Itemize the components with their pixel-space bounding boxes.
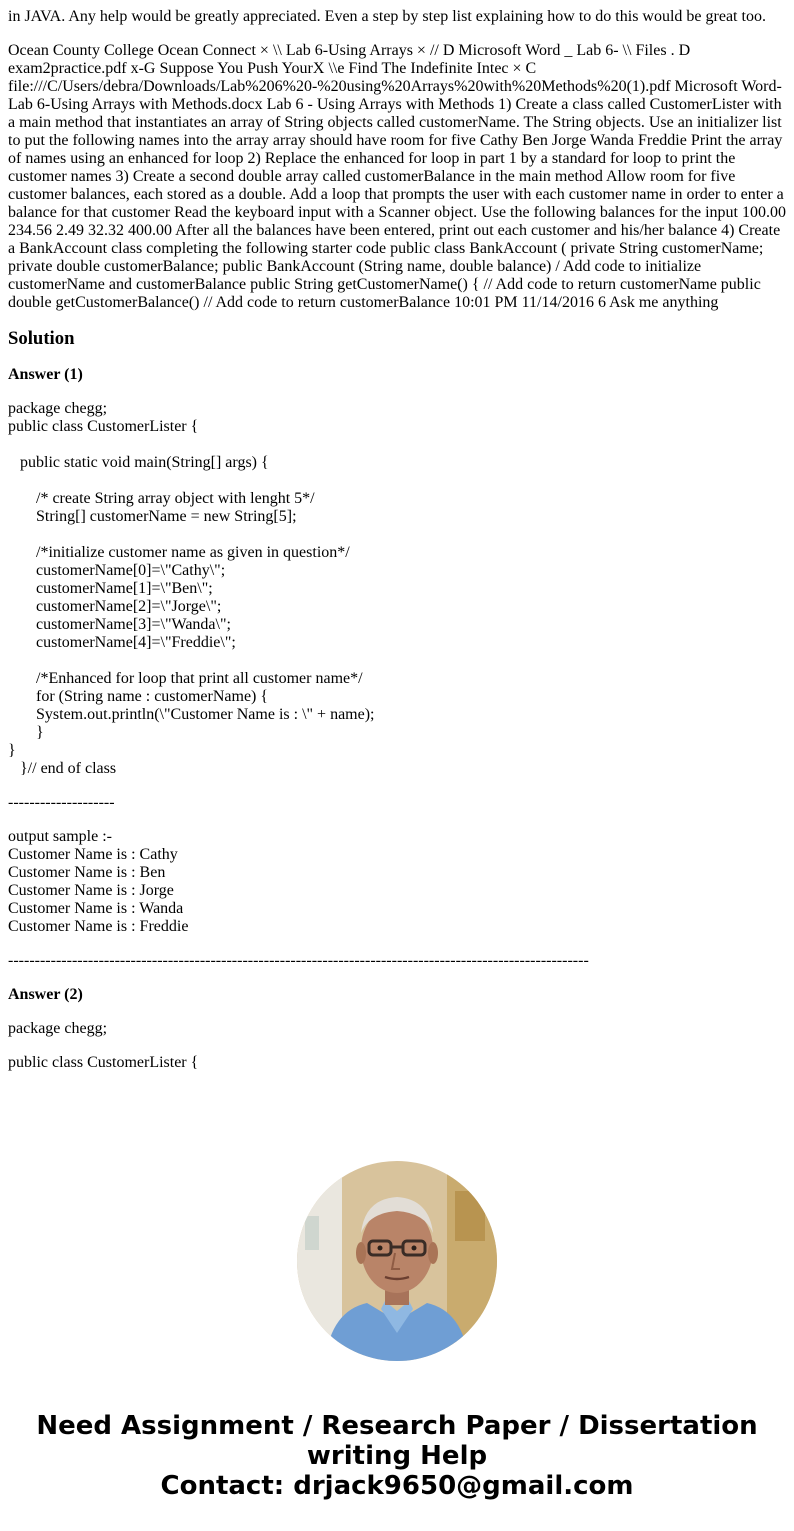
long-separator: ------------------------------------------------------------------------------------------------------------- <box>8 952 589 969</box>
solution-heading: Solution <box>8 328 75 349</box>
promo-banner <box>0 1411 794 1501</box>
question-body: Ocean County College Ocean Connect × \\ Lab 6-Using Arrays × // D Microsoft Word _ Lab 6- \\ Files . D exam2practice.pdf x-G Suppose You Push YourX \\e Find The Indefinite Intec × C file:///C/Users/debra/Downloads/Lab%206%20-%20using%20Arrays%20with%20Methods%20(1).pdf Microsoft Word-Lab 6-Using Arrays with Methods.docx Lab 6 - Using Arrays with Methods 1) Create a class called CustomerLister with a main method that instantiates an array of String objects called customerName. The String objects. Use an initializer list to put the following names into the array array should have room for five Cathy Ben Jorge Wanda Freddie Print the array of names using an enhanced for loop 2) Replace the enhanced for loop in part 1 by a standard for loop to print the customer names 3) Create a second double array called customerBalance in the main method Allow room for five customer balances, each stored as a double. Add a loop that prompts the user with each customer name in order to enter a balance for that customer Read the keyboard input with a Scanner object. Use the following balances for the input 100.00 234.56 2.49 32.32 400.00 After all the balances have been entered, print out each customer and his/her balance 4) Create a BankAccount class completing the following starter code public class BankAccount ( private String customerName; private double customerBalance; public BankAccount (String name, double balance) / Add code to initialize customerName and customerBalance public String getCustomerName() { // Add code to return customerName public double getCustomerBalance() // Add code to return customerBalance 10:01 PM 11/14/2016 6 Ask me anything <box>8 42 786 311</box>
question-intro: in JAVA. Any help would be greatly appreciated. Even a step by step list explaining how to do this would be great too. <box>8 8 766 25</box>
page-content <box>0 8 794 1072</box>
answer-2-heading: Answer (2) <box>8 986 83 1003</box>
answer-1-separator: -------------------- <box>8 794 115 811</box>
answer-2-code-start: public class CustomerLister { <box>8 1054 199 1071</box>
output-sample: Customer Name is : Cathy Customer Name is : Ben Customer Name is : Jorge Customer Name is : Wanda Customer Name is : Freddie <box>8 846 189 935</box>
promo-line-1: Need Assignment / Research Paper / Dissertation <box>36 1411 758 1441</box>
promo-line-2: writing Help <box>306 1441 488 1471</box>
answer-1-heading: Answer (1) <box>8 366 83 383</box>
answer-1-package: package chegg; <box>8 400 108 417</box>
answer-1-code: public class CustomerLister { public static void main(String[] args) { /* create String array object with lenght 5*/ String[] customerName = new String[5]; /*initialize customer name as given in question*/ customerName[0]=\"Cathy\"; customerName[1]=\"Ben\"; customerName[2]=\"Jorge\"; customerName[3]=\"Wanda\"; customerName[4]=\"Freddie\"; /*Enhanced for loop that print all customer name*/ for (String name : customerName) { System.out.println(\"Customer Name is : \" + name); } } }// end of class <box>8 418 375 777</box>
tutor-portrait-image <box>297 1161 497 1361</box>
output-sample-label: output sample :- <box>8 828 112 845</box>
avatar <box>297 1161 497 1361</box>
answer-2-package: package chegg; <box>8 1020 108 1037</box>
promo-contact: Contact: drjack9650@gmail.com <box>160 1471 634 1501</box>
